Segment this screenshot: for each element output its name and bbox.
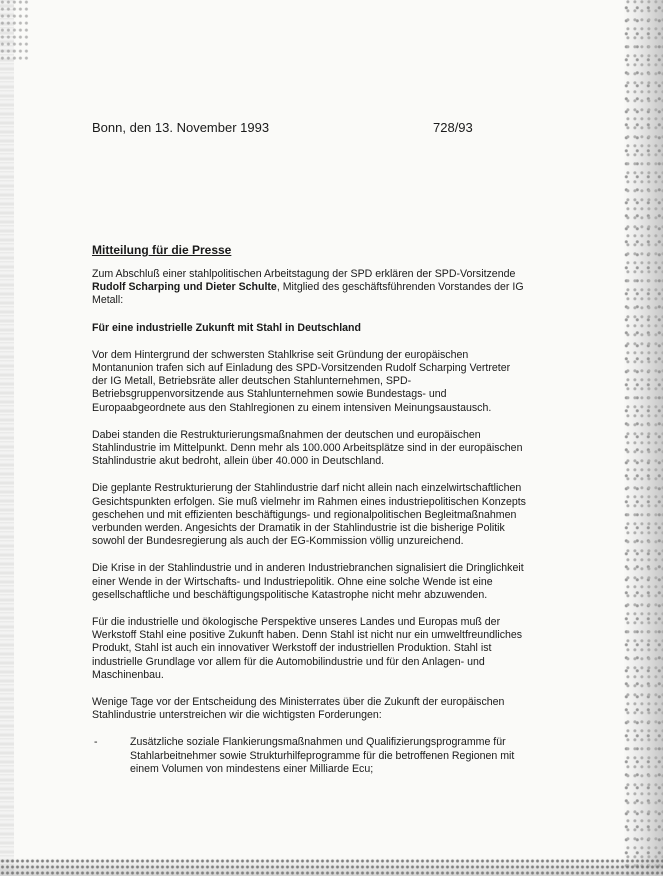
paragraph: Vor dem Hintergrund der schwersten Stahlkrise seit Gründung der europäischen Montanunion trafen sich auf Einladung des SPD-Vorsitzenden Rudolf Scharping Vertreter der IG Metall, Betriebsräte aller deutschen Stahlunternehmen, SPD-Betriebsgruppenvorsitzende aus Stahlunternehmen sowie Bundestags- und Europaabgeordnete aus den Stahlregionen zu einem intensiven Meinungsaustausch. — [92, 348, 511, 414]
bullet-text: Zusätzliche soziale Flankierungsmaßnahmen und Qualifizierungsprogramme für Stahlarbeitnehmer sowie Strukturhilfeprogramme für die betroffenen Regionen mit einem Volumen von mindestens einer Milliarde Ecu; — [130, 736, 515, 775]
intro-name-2: Dieter Schulte — [205, 281, 277, 294]
scan-corner-artifact — [0, 0, 30, 60]
subheading: Für eine industrielle Zukunft mit Stahl in Deutschland — [92, 321, 361, 334]
bullet-marker: - — [94, 736, 98, 749]
scan-edge-right — [623, 0, 663, 876]
paragraph: Für die industrielle und ökologische Perspektive unseres Landes und Europas muß der Werkstoff Stahl eine positive Zukunft haben. Denn Stahl ist nicht nur ein umweltfreundliches Produkt, Stahl ist auch ein innovativer Werkstoff der industriellen Produktion. Stahl ist industrielle Grundlage vor allem für die Automobilindustrie und für den Anlagen- und Maschinenbau. — [92, 616, 523, 681]
paragraph: Die geplante Restrukturierung der Stahlindustrie darf nicht allein nach einzelwirtschaftlichen Gesichtspunkten erfolgen. Sie muß vielmehr im Rahmen eines industriepolitischen Konzepts geschehen und mit effizienten beschäftigungs- und regionalpolitischen Begleitmaßnahmen verbunden werden. Angesichts der Dramatik in der Stahlindustrie ist die bisherige Politik sowohl der Bundesregierung als auch der EG-Kommission völlig unzureichend. — [92, 482, 526, 548]
paragraph: Wenige Tage vor der Entscheidung des Ministerrates über die Zukunft der europäischen Stahlindustrie unterstreichen wir die wichtigsten Forderungen: — [92, 696, 505, 722]
intro-text-2: , Mitglied des geschäftsführenden Vorstandes der IG Metall: — [92, 281, 524, 307]
scan-edge-bottom — [0, 858, 663, 876]
press-release-title: Mitteilung für die Presse — [92, 243, 232, 257]
paragraph: Dabei standen die Restrukturierungsmaßnahmen der deutschen und europäischen Stahlindustrie im Mittelpunkt. Denn mehr als 100.000 Arbeitsplätze sind in der europäischen Stahlindustrie akut bedroht, allein über 40.000 in Deutschland. — [92, 428, 523, 468]
bullet-item — [92, 736, 528, 776]
document-body — [92, 268, 528, 776]
date-line: Bonn, den 13. November 1993 — [92, 120, 270, 135]
intro-name-1: Rudolf Scharping — [92, 281, 181, 294]
intro-and: und — [180, 281, 206, 294]
reference-number: 728/93 — [433, 120, 473, 135]
intro-text-1: Zum Abschluß einer stahlpolitischen Arbeitstagung der SPD erklären der SPD-Vorsitzende — [92, 268, 516, 280]
paragraph: Die Krise in der Stahlindustrie und in anderen Industriebranchen signalisiert die Dringlichkeit einer Wende in der Wirtschafts- und Industriepolitik. Ohne eine solche Wende ist eine gesellschaftliche und beschäftigungspolitische Katastrophe nicht mehr abzuwenden. — [92, 562, 524, 601]
scan-edge-left — [0, 0, 14, 876]
intro-paragraph — [92, 268, 528, 308]
